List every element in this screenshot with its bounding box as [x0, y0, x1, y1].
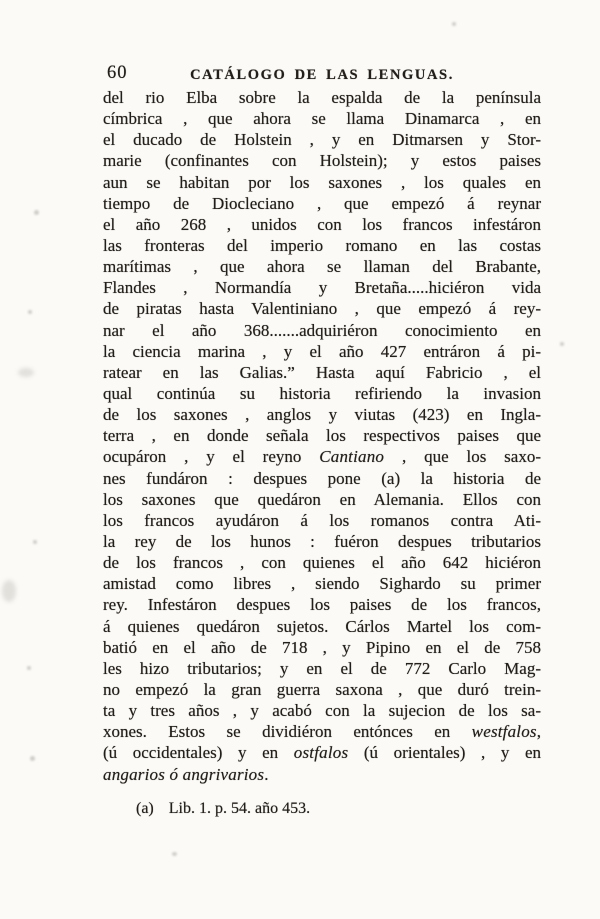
scan-speckle [34, 210, 39, 215]
scan-speckle [452, 22, 456, 26]
scan-speckle [27, 666, 31, 670]
text-line: del rio Elba sobre la espalda de la península [103, 88, 541, 107]
footnote-text: Lib. 1. p. 54. año 453. [168, 800, 311, 817]
text-line: ratear en las Galias.” Hasta aquí Fabricio , el [103, 362, 541, 382]
text-line: el ducado de Holstein , y en Ditmarsen y Stor- [103, 130, 541, 150]
text-line: terra , en donde señala los respectivos paises que [103, 426, 541, 446]
text-line: á quienes quedáron sujetos. Cárlos Martel los com- [103, 616, 541, 636]
text-line: tiempo de Diocleciano , que empezó á reynar [103, 193, 541, 213]
body-text [103, 87, 541, 785]
text-line: qual continúa su historia refiriendo la invasion [103, 383, 541, 403]
scan-smudge [2, 580, 16, 602]
text-line: de los saxones , anglos y viutas (423) en Ingla- [103, 405, 541, 425]
text-line: marítimas , que ahora se llaman del Brabante, [103, 257, 541, 277]
text-line: aun se habitan por los saxones , los quales en [103, 172, 541, 192]
text-line: los francos ayudáron á los romanos contra Ati- [103, 510, 541, 530]
running-head [103, 63, 541, 87]
scan-speckle [33, 540, 37, 544]
text-line: no empezó la gran guerra saxona , que duró trein- [103, 679, 541, 699]
text-line: la rey de los hunos : fuéron despues tributarios [103, 531, 541, 551]
text-line: batió en el año de 718 , y Pipino en el de 758 [103, 637, 541, 657]
footnote-marker: (a) [136, 800, 154, 817]
text-line: los saxones que quedáron en Alemania. Ellos con [103, 489, 541, 509]
text-line: angarios ó angrivarios. [103, 764, 269, 784]
scan-speckle [28, 310, 32, 314]
text-line: (ú occidentales) y en ostfalos (ú orientales) , y en [103, 743, 541, 763]
scan-smudge [18, 368, 34, 377]
text-line: marie (confinantes con Holstein); y estos paises [103, 151, 541, 171]
text-line: les hizo tributarios; y en el de 772 Carlo Mag- [103, 658, 541, 678]
text-line: xones. Estos se dividiéron entónces en westfalos, [103, 722, 541, 742]
text-line: ocupáron , y el reyno Cantiano , que los saxo- [103, 447, 541, 467]
text-line: címbrica , que ahora se llama Dinamarca , en [103, 109, 541, 129]
text-line: de piratas hasta Valentiniano , que empezó á rey- [103, 299, 541, 319]
text-line: nar el año 368.......adquiriéron conocimiento en [103, 320, 541, 340]
scan-speckle [560, 342, 564, 346]
running-title: CATÁLOGO DE LAS LENGUAS. [190, 67, 454, 83]
text-line: de los francos , con quienes el año 642 hiciéron [103, 553, 541, 573]
scan-speckle [172, 852, 177, 856]
text-line: rey. Infestáron despues los paises de los francos, [103, 595, 541, 615]
text-line: ta y tres años , y acabó con la sujecion de los sa- [103, 701, 541, 721]
footnote [103, 800, 541, 818]
text-line: Flandes , Normandía y Bretaña.....hiciéron vida [103, 278, 541, 298]
page-number: 60 [107, 63, 128, 83]
scan-speckle [30, 756, 35, 761]
text-line: nes fundáron : despues pone (a) la historia de [103, 468, 541, 488]
text-line: la ciencia marina , y el año 427 entráron á pi- [103, 341, 541, 361]
text-line: amistad como libres , siendo Sighardo su primer [103, 574, 541, 594]
text-line: las fronteras del imperio romano en las costas [103, 235, 541, 255]
text-line: el año 268 , unidos con los francos infestáron [103, 214, 541, 234]
